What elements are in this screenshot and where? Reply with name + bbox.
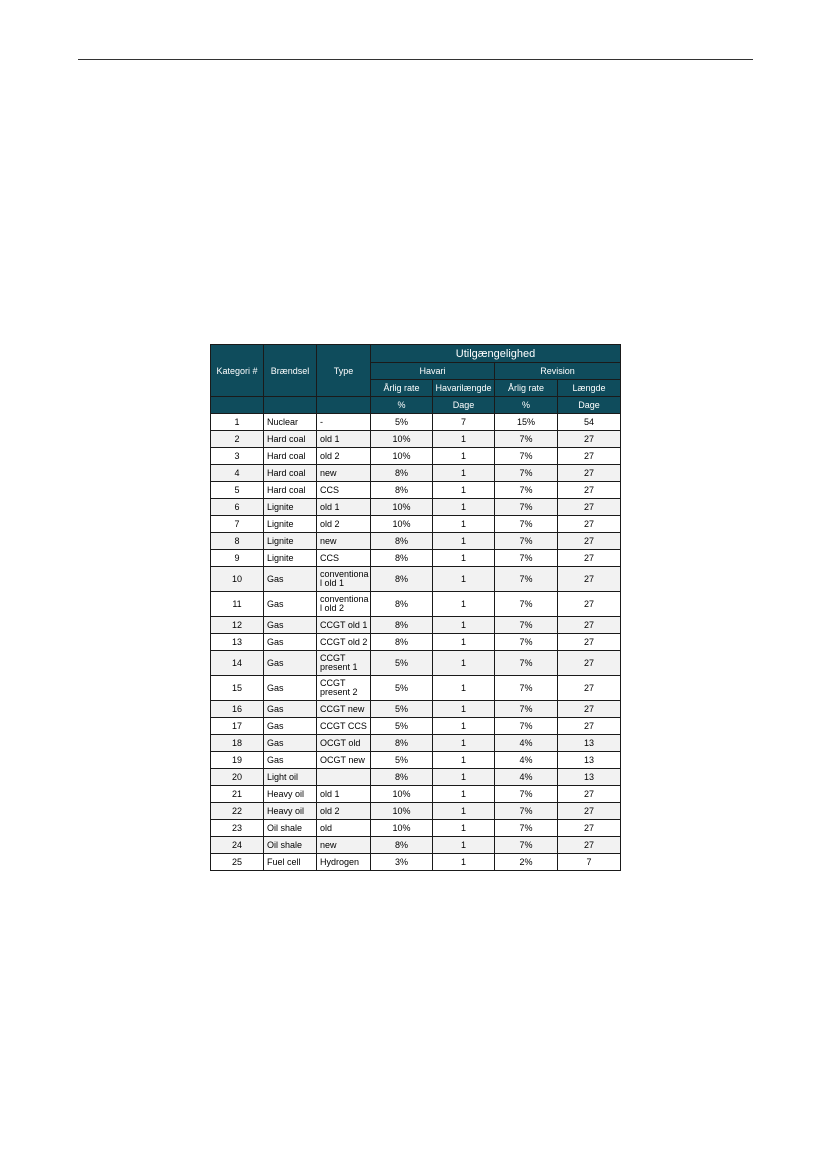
cell-revision-rate: 7% bbox=[495, 533, 558, 550]
cell-havari-rate: 8% bbox=[371, 482, 433, 499]
cell-havari-rate: 8% bbox=[371, 533, 433, 550]
cell-type bbox=[317, 769, 371, 786]
cell-havari-rate: 8% bbox=[371, 617, 433, 634]
cell-kategori: 2 bbox=[211, 431, 264, 448]
cell-fuel: Heavy oil bbox=[264, 803, 317, 820]
cell-kategori: 25 bbox=[211, 854, 264, 871]
cell-havari-rate: 10% bbox=[371, 448, 433, 465]
cell-kategori: 7 bbox=[211, 516, 264, 533]
cell-type: new bbox=[317, 533, 371, 550]
cell-revision-length: 27 bbox=[558, 499, 621, 516]
cell-revision-length: 27 bbox=[558, 533, 621, 550]
table-row bbox=[211, 617, 621, 634]
cell-kategori: 9 bbox=[211, 550, 264, 567]
cell-fuel: Lignite bbox=[264, 533, 317, 550]
cell-revision-rate: 4% bbox=[495, 752, 558, 769]
header-havari: Havari bbox=[371, 363, 495, 380]
header-unit-pct-havari: % bbox=[371, 397, 433, 414]
table-row bbox=[211, 803, 621, 820]
cell-kategori: 10 bbox=[211, 567, 264, 592]
cell-havari-length: 1 bbox=[433, 854, 495, 871]
table-row bbox=[211, 550, 621, 567]
cell-havari-rate: 8% bbox=[371, 837, 433, 854]
cell-revision-length: 27 bbox=[558, 482, 621, 499]
cell-fuel: Hard coal bbox=[264, 465, 317, 482]
cell-havari-rate: 8% bbox=[371, 465, 433, 482]
cell-revision-length: 27 bbox=[558, 567, 621, 592]
table-row bbox=[211, 448, 621, 465]
cell-kategori: 11 bbox=[211, 592, 264, 617]
header-kategori: Kategori # bbox=[211, 345, 264, 397]
cell-havari-rate: 8% bbox=[371, 592, 433, 617]
cell-revision-rate: 7% bbox=[495, 676, 558, 701]
table-body bbox=[211, 414, 621, 871]
cell-type: CCGT new bbox=[317, 701, 371, 718]
cell-havari-length: 1 bbox=[433, 786, 495, 803]
cell-type: old 2 bbox=[317, 516, 371, 533]
cell-havari-length: 1 bbox=[433, 592, 495, 617]
cell-revision-rate: 7% bbox=[495, 482, 558, 499]
cell-havari-rate: 10% bbox=[371, 820, 433, 837]
table-row bbox=[211, 820, 621, 837]
cell-havari-rate: 5% bbox=[371, 676, 433, 701]
cell-havari-length: 1 bbox=[433, 803, 495, 820]
cell-revision-rate: 7% bbox=[495, 820, 558, 837]
table-row bbox=[211, 634, 621, 651]
cell-kategori: 18 bbox=[211, 735, 264, 752]
cell-havari-length: 1 bbox=[433, 482, 495, 499]
header-blank-3 bbox=[317, 397, 371, 414]
cell-type: old 1 bbox=[317, 499, 371, 516]
cell-kategori: 20 bbox=[211, 769, 264, 786]
cell-revision-length: 27 bbox=[558, 431, 621, 448]
table-row bbox=[211, 651, 621, 676]
cell-havari-length: 1 bbox=[433, 752, 495, 769]
cell-havari-rate: 8% bbox=[371, 550, 433, 567]
header-unit-pct-revision: % bbox=[495, 397, 558, 414]
table-row bbox=[211, 431, 621, 448]
cell-revision-rate: 7% bbox=[495, 803, 558, 820]
cell-type: - bbox=[317, 414, 371, 431]
table-row bbox=[211, 533, 621, 550]
header-revision: Revision bbox=[495, 363, 621, 380]
cell-havari-length: 1 bbox=[433, 769, 495, 786]
cell-kategori: 14 bbox=[211, 651, 264, 676]
cell-fuel: Gas bbox=[264, 735, 317, 752]
cell-kategori: 1 bbox=[211, 414, 264, 431]
cell-type: new bbox=[317, 837, 371, 854]
cell-fuel: Light oil bbox=[264, 769, 317, 786]
cell-revision-rate: 7% bbox=[495, 431, 558, 448]
cell-revision-length: 27 bbox=[558, 837, 621, 854]
cell-fuel: Lignite bbox=[264, 550, 317, 567]
cell-revision-rate: 7% bbox=[495, 701, 558, 718]
cell-revision-rate: 7% bbox=[495, 448, 558, 465]
cell-havari-rate: 5% bbox=[371, 718, 433, 735]
cell-type: CCGT CCS bbox=[317, 718, 371, 735]
cell-havari-rate: 5% bbox=[371, 414, 433, 431]
cell-havari-rate: 10% bbox=[371, 803, 433, 820]
cell-fuel: Hard coal bbox=[264, 431, 317, 448]
cell-revision-rate: 7% bbox=[495, 651, 558, 676]
cell-revision-length: 13 bbox=[558, 752, 621, 769]
header-revision-length: Længde bbox=[558, 380, 621, 397]
cell-revision-rate: 7% bbox=[495, 592, 558, 617]
header-rule bbox=[78, 59, 753, 60]
cell-type: OCGT old bbox=[317, 735, 371, 752]
table-row bbox=[211, 735, 621, 752]
header-revision-rate: Årlig rate bbox=[495, 380, 558, 397]
table-row bbox=[211, 769, 621, 786]
cell-revision-rate: 7% bbox=[495, 634, 558, 651]
cell-revision-length: 27 bbox=[558, 516, 621, 533]
cell-havari-length: 7 bbox=[433, 414, 495, 431]
cell-fuel: Gas bbox=[264, 592, 317, 617]
cell-type: CCS bbox=[317, 482, 371, 499]
cell-type: old 1 bbox=[317, 431, 371, 448]
cell-fuel: Lignite bbox=[264, 516, 317, 533]
cell-havari-length: 1 bbox=[433, 431, 495, 448]
cell-revision-rate: 7% bbox=[495, 786, 558, 803]
cell-havari-length: 1 bbox=[433, 516, 495, 533]
cell-havari-rate: 5% bbox=[371, 651, 433, 676]
cell-havari-length: 1 bbox=[433, 448, 495, 465]
cell-havari-length: 1 bbox=[433, 651, 495, 676]
cell-revision-rate: 7% bbox=[495, 718, 558, 735]
cell-fuel: Nuclear bbox=[264, 414, 317, 431]
cell-type: Hydrogen bbox=[317, 854, 371, 871]
cell-kategori: 12 bbox=[211, 617, 264, 634]
cell-havari-length: 1 bbox=[433, 634, 495, 651]
table-row bbox=[211, 786, 621, 803]
cell-havari-rate: 10% bbox=[371, 499, 433, 516]
cell-kategori: 21 bbox=[211, 786, 264, 803]
cell-havari-length: 1 bbox=[433, 533, 495, 550]
cell-revision-rate: 4% bbox=[495, 769, 558, 786]
cell-havari-length: 1 bbox=[433, 718, 495, 735]
header-blank-1 bbox=[211, 397, 264, 414]
cell-fuel: Fuel cell bbox=[264, 854, 317, 871]
cell-kategori: 3 bbox=[211, 448, 264, 465]
cell-type: old 2 bbox=[317, 448, 371, 465]
cell-kategori: 16 bbox=[211, 701, 264, 718]
cell-kategori: 8 bbox=[211, 533, 264, 550]
cell-fuel: Gas bbox=[264, 634, 317, 651]
cell-revision-rate: 7% bbox=[495, 567, 558, 592]
header-blank-2 bbox=[264, 397, 317, 414]
cell-havari-rate: 3% bbox=[371, 854, 433, 871]
cell-revision-length: 54 bbox=[558, 414, 621, 431]
cell-type: CCGT old 1 bbox=[317, 617, 371, 634]
cell-havari-length: 1 bbox=[433, 701, 495, 718]
cell-fuel: Gas bbox=[264, 651, 317, 676]
cell-fuel: Gas bbox=[264, 676, 317, 701]
table-row bbox=[211, 676, 621, 701]
cell-kategori: 13 bbox=[211, 634, 264, 651]
cell-havari-length: 1 bbox=[433, 676, 495, 701]
cell-kategori: 22 bbox=[211, 803, 264, 820]
cell-havari-length: 1 bbox=[433, 837, 495, 854]
cell-fuel: Gas bbox=[264, 617, 317, 634]
header-unit-dage-revision: Dage bbox=[558, 397, 621, 414]
cell-fuel: Hard coal bbox=[264, 482, 317, 499]
table-row bbox=[211, 499, 621, 516]
cell-fuel: Gas bbox=[264, 752, 317, 769]
table-row bbox=[211, 482, 621, 499]
cell-revision-length: 27 bbox=[558, 676, 621, 701]
cell-revision-length: 27 bbox=[558, 550, 621, 567]
cell-fuel: Gas bbox=[264, 701, 317, 718]
cell-fuel: Heavy oil bbox=[264, 786, 317, 803]
cell-type: new bbox=[317, 465, 371, 482]
cell-revision-length: 27 bbox=[558, 651, 621, 676]
cell-revision-rate: 7% bbox=[495, 516, 558, 533]
cell-revision-rate: 7% bbox=[495, 837, 558, 854]
cell-fuel: Hard coal bbox=[264, 448, 317, 465]
cell-havari-length: 1 bbox=[433, 820, 495, 837]
table-row bbox=[211, 567, 621, 592]
table-row bbox=[211, 837, 621, 854]
cell-kategori: 24 bbox=[211, 837, 264, 854]
cell-revision-length: 27 bbox=[558, 465, 621, 482]
cell-havari-rate: 10% bbox=[371, 516, 433, 533]
cell-revision-length: 27 bbox=[558, 786, 621, 803]
cell-revision-rate: 7% bbox=[495, 465, 558, 482]
cell-type: old 2 bbox=[317, 803, 371, 820]
cell-havari-rate: 8% bbox=[371, 769, 433, 786]
cell-fuel: Lignite bbox=[264, 499, 317, 516]
cell-type: conventiona l old 1 bbox=[317, 567, 371, 592]
table-row bbox=[211, 854, 621, 871]
cell-kategori: 15 bbox=[211, 676, 264, 701]
table-row bbox=[211, 592, 621, 617]
cell-kategori: 17 bbox=[211, 718, 264, 735]
cell-revision-length: 13 bbox=[558, 735, 621, 752]
cell-revision-rate: 2% bbox=[495, 854, 558, 871]
cell-revision-length: 27 bbox=[558, 448, 621, 465]
cell-revision-rate: 4% bbox=[495, 735, 558, 752]
cell-fuel: Gas bbox=[264, 567, 317, 592]
table-row bbox=[211, 465, 621, 482]
cell-type: old 1 bbox=[317, 786, 371, 803]
cell-revision-length: 27 bbox=[558, 617, 621, 634]
cell-revision-rate: 7% bbox=[495, 499, 558, 516]
table-row bbox=[211, 414, 621, 431]
cell-type: CCGT present 1 bbox=[317, 651, 371, 676]
cell-havari-length: 1 bbox=[433, 550, 495, 567]
availability-table bbox=[210, 344, 621, 871]
cell-revision-rate: 7% bbox=[495, 550, 558, 567]
header-havari-rate: Årlig rate bbox=[371, 380, 433, 397]
cell-fuel: Gas bbox=[264, 718, 317, 735]
cell-havari-rate: 5% bbox=[371, 752, 433, 769]
table-row bbox=[211, 718, 621, 735]
cell-havari-rate: 8% bbox=[371, 567, 433, 592]
cell-kategori: 4 bbox=[211, 465, 264, 482]
cell-revision-rate: 15% bbox=[495, 414, 558, 431]
cell-type: CCGT present 2 bbox=[317, 676, 371, 701]
cell-havari-length: 1 bbox=[433, 735, 495, 752]
cell-havari-rate: 10% bbox=[371, 786, 433, 803]
cell-revision-length: 27 bbox=[558, 634, 621, 651]
header-havari-length: Havarilængde bbox=[433, 380, 495, 397]
cell-havari-length: 1 bbox=[433, 465, 495, 482]
cell-revision-length: 27 bbox=[558, 718, 621, 735]
cell-fuel: Oil shale bbox=[264, 820, 317, 837]
cell-havari-length: 1 bbox=[433, 499, 495, 516]
cell-kategori: 19 bbox=[211, 752, 264, 769]
header-type: Type bbox=[317, 345, 371, 397]
cell-havari-length: 1 bbox=[433, 567, 495, 592]
cell-type: OCGT new bbox=[317, 752, 371, 769]
cell-revision-length: 27 bbox=[558, 592, 621, 617]
table-row bbox=[211, 516, 621, 533]
cell-type: conventiona l old 2 bbox=[317, 592, 371, 617]
cell-revision-rate: 7% bbox=[495, 617, 558, 634]
cell-revision-length: 13 bbox=[558, 769, 621, 786]
cell-type: CCS bbox=[317, 550, 371, 567]
cell-type: old bbox=[317, 820, 371, 837]
cell-revision-length: 7 bbox=[558, 854, 621, 871]
cell-revision-length: 27 bbox=[558, 820, 621, 837]
cell-revision-length: 27 bbox=[558, 701, 621, 718]
cell-fuel: Oil shale bbox=[264, 837, 317, 854]
cell-havari-rate: 8% bbox=[371, 735, 433, 752]
header-unit-dage-havari: Dage bbox=[433, 397, 495, 414]
cell-havari-rate: 10% bbox=[371, 431, 433, 448]
cell-type: CCGT old 2 bbox=[317, 634, 371, 651]
cell-kategori: 23 bbox=[211, 820, 264, 837]
cell-havari-length: 1 bbox=[433, 617, 495, 634]
header-braendsel: Brændsel bbox=[264, 345, 317, 397]
table-row bbox=[211, 752, 621, 769]
cell-havari-rate: 8% bbox=[371, 634, 433, 651]
header-utilgaengelighed: Utilgængelighed bbox=[371, 345, 621, 363]
table-row bbox=[211, 701, 621, 718]
cell-havari-rate: 5% bbox=[371, 701, 433, 718]
cell-revision-length: 27 bbox=[558, 803, 621, 820]
cell-kategori: 5 bbox=[211, 482, 264, 499]
cell-kategori: 6 bbox=[211, 499, 264, 516]
